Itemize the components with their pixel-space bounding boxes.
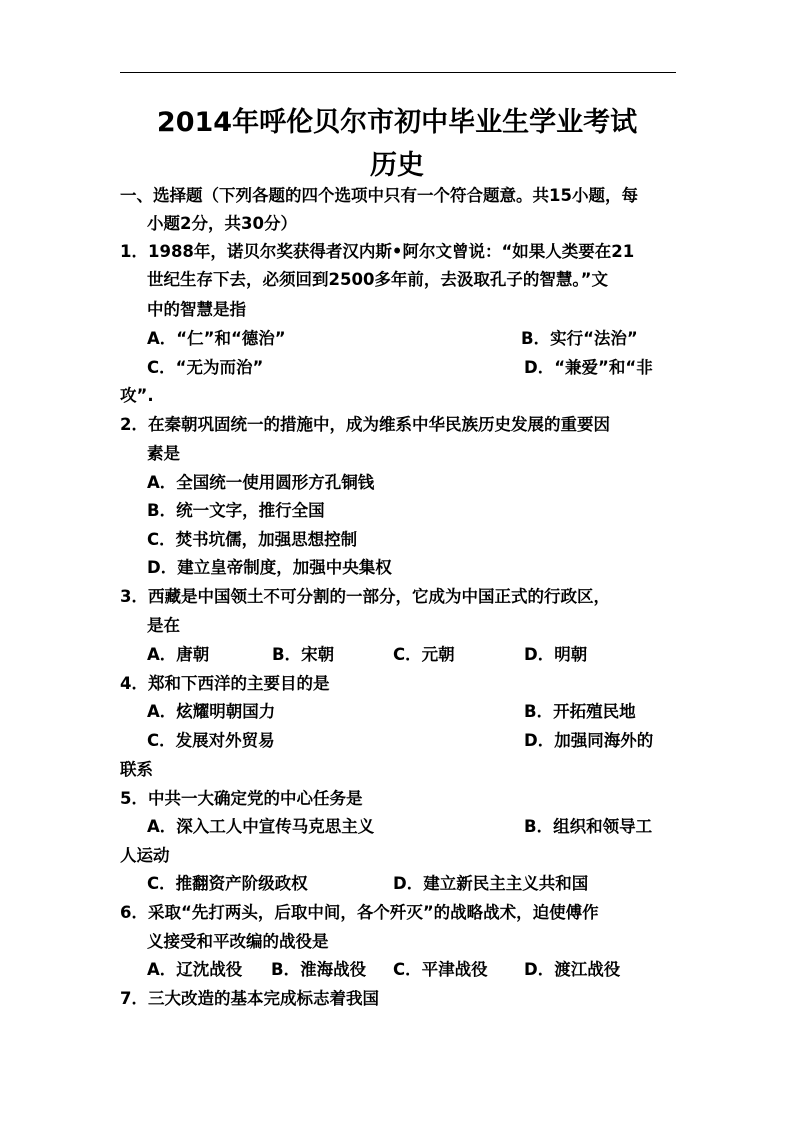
question-3-option-c: C．元朝 [393, 645, 455, 664]
question-3-option-d: D．明朝 [524, 645, 588, 664]
question-3-option-a: A．唐朝 [147, 645, 210, 664]
exam-title: 2014年呼伦贝尔市初中毕业生学业考试 [156, 107, 638, 138]
question-4-stem: 4．郑和下西洋的主要目的是 [120, 674, 330, 693]
question-5-option-d: D．建立新民主主义共和国 [393, 874, 589, 893]
section-heading-cont: 小题2分，共30分） [147, 214, 297, 233]
question-1-option-d: D．“兼爱”和“非 [524, 358, 653, 377]
question-1-option-d-cont: 攻”. [120, 386, 154, 405]
question-2-option-c: C．焚书坑儒，加强思想控制 [147, 530, 358, 549]
question-1-option-b: B．实行“法治” [521, 329, 638, 348]
question-3-option-b: B．宋朝 [272, 645, 335, 664]
question-5-stem: 5．中共一大确定党的中心任务是 [120, 789, 363, 808]
question-1-stem: 1．1988年，诺贝尔奖获得者汉内斯•阿尔文曾说：“如果人类要在21 [120, 242, 635, 261]
question-2-option-b: B．统一文字，推行全国 [147, 501, 325, 520]
question-4-option-b: B．开拓殖民地 [524, 702, 636, 721]
question-1-option-a: A．“仁”和“德治” [147, 329, 286, 348]
question-4-option-d-cont: 联系 [120, 760, 153, 779]
question-1-option-c: C．“无为而治” [147, 358, 264, 377]
question-1-stem: 中的智慧是指 [147, 300, 246, 319]
question-2-stem: 素是 [147, 444, 180, 463]
question-5-option-b-cont: 人运动 [120, 846, 170, 865]
question-4-option-c: C．发展对外贸易 [147, 731, 275, 750]
question-6-option-d: D．渡江战役 [524, 960, 621, 979]
question-4-option-d: D．加强同海外的 [524, 731, 654, 750]
question-6-option-b: B．淮海战役 [271, 960, 367, 979]
top-rule [120, 72, 676, 73]
question-4-option-a: A．炫耀明朝国力 [147, 702, 276, 721]
question-6-option-c: C．平津战役 [393, 960, 488, 979]
question-1-stem: 世纪生存下去，必须回到2500多年前，去汲取孔子的智慧。”文 [147, 270, 609, 289]
question-5-option-b: B．组织和领导工 [524, 817, 653, 836]
question-3-stem: 是在 [147, 616, 180, 635]
question-2-stem: 2．在秦朝巩固统一的措施中，成为维系中华民族历史发展的重要因 [120, 415, 610, 434]
question-6-stem: 义接受和平改编的战役是 [147, 932, 329, 951]
section-heading: 一、选择题（下列各题的四个选项中只有一个符合题意。共15小题，每 [120, 186, 638, 205]
question-5-option-c: C．推翻资产阶级政权 [147, 874, 308, 893]
question-2-option-a: A．全国统一使用圆形方孔铜钱 [147, 473, 375, 492]
question-2-option-d: D．建立皇帝制度，加强中央集权 [147, 558, 392, 577]
subject-title: 历史 [370, 150, 424, 181]
question-6-option-a: A．辽沈战役 [147, 960, 243, 979]
question-7-stem: 7．三大改造的基本完成标志着我国 [120, 989, 379, 1008]
question-5-option-a: A．深入工人中宣传马克思主义 [147, 817, 375, 836]
question-3-stem: 3．西藏是中国领土不可分割的一部分，它成为中国正式的行政区， [120, 587, 610, 606]
question-6-stem: 6．采取“先打两头，后取中间，各个歼灭”的战略战术，迫使傅作 [120, 903, 599, 922]
